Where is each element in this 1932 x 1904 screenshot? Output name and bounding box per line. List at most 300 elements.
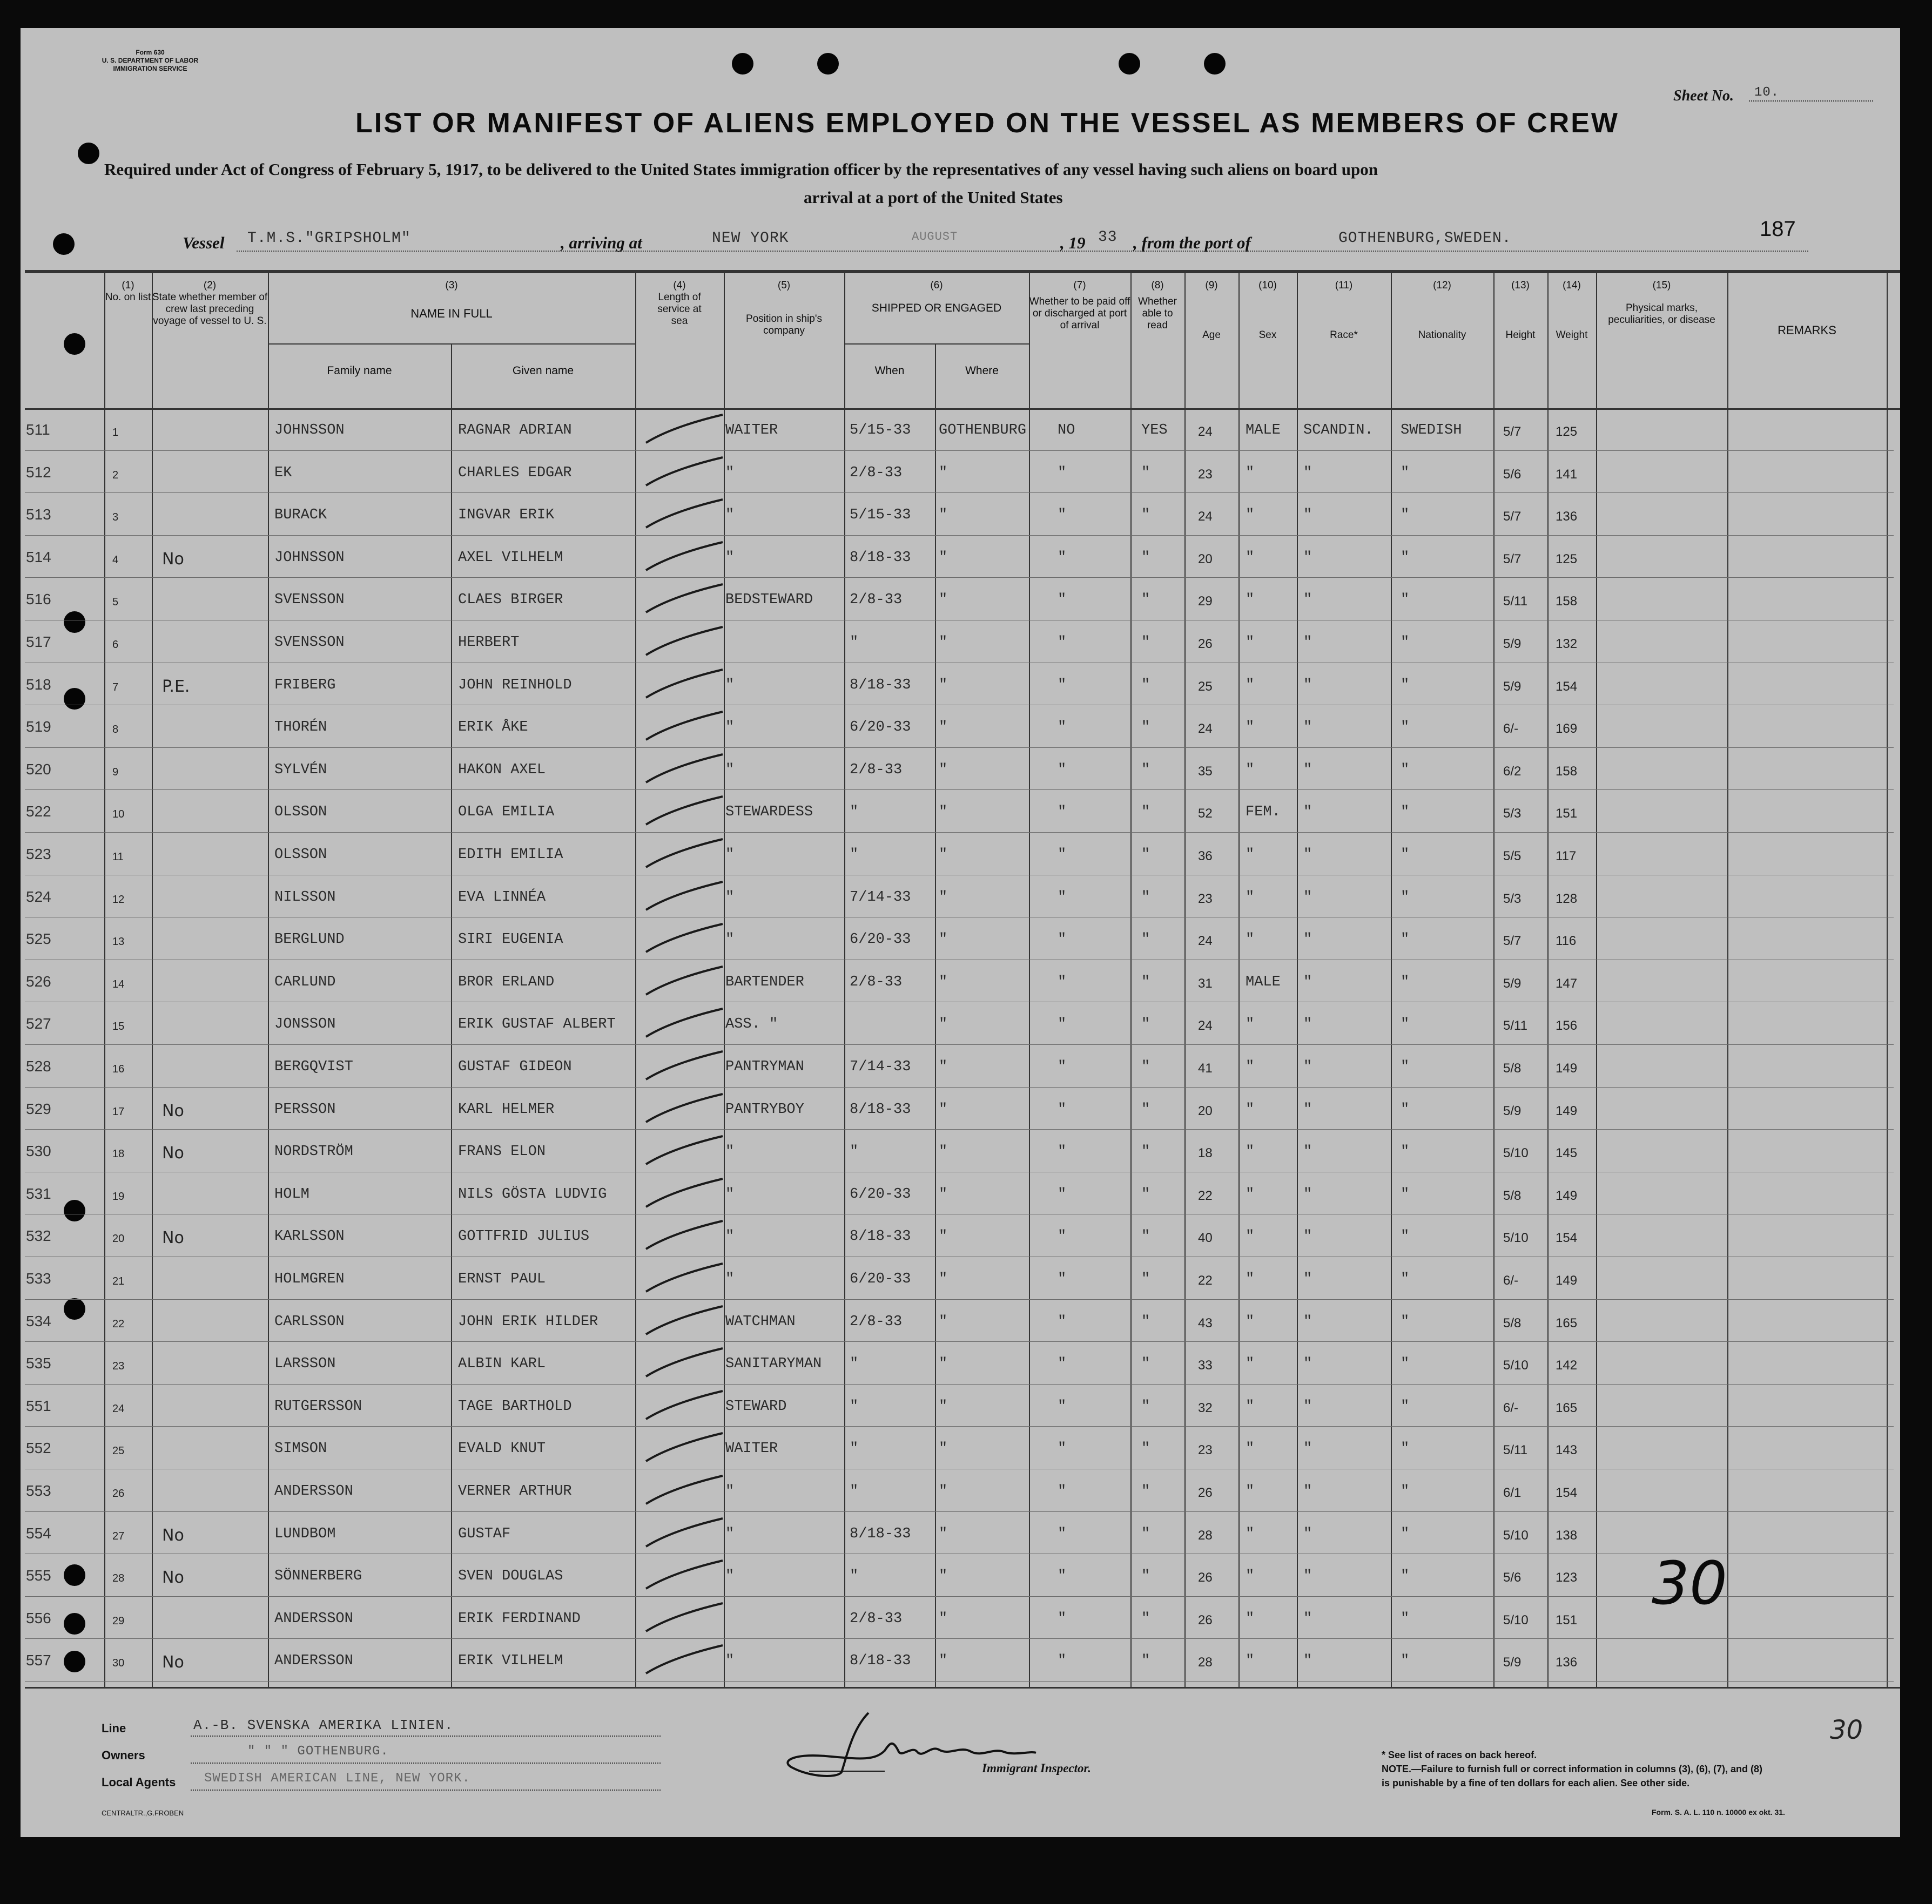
col12-number: (12) <box>1433 280 1451 291</box>
weight: 142 <box>1556 1358 1578 1373</box>
col4-header <box>635 280 724 327</box>
family-name: SÖNNERBERG <box>274 1568 362 1585</box>
sex: " <box>1246 1059 1255 1075</box>
row-number: 19 <box>112 1190 125 1203</box>
weight: 149 <box>1556 1188 1578 1203</box>
service-check-mark <box>642 1004 728 1042</box>
position: " <box>725 507 735 524</box>
nationality: " <box>1401 1313 1410 1330</box>
paid-off: " <box>1058 1228 1067 1245</box>
service-check-mark <box>642 1344 728 1382</box>
sex: " <box>1246 1356 1255 1373</box>
shipped-when: 2/8-33 <box>850 1610 903 1627</box>
service-check-mark <box>642 1217 728 1254</box>
age: 31 <box>1198 976 1213 991</box>
shipped-subheader-rule <box>844 343 1029 345</box>
shipped-when: 8/18-33 <box>850 677 911 693</box>
col11-title: Race* <box>1330 329 1358 341</box>
paid-off: " <box>1058 1441 1067 1457</box>
height: 5/11 <box>1503 1443 1527 1458</box>
height: 5/3 <box>1503 806 1522 821</box>
sex: " <box>1246 634 1255 651</box>
list-number: 551 <box>26 1397 51 1414</box>
table-row <box>21 1469 1900 1512</box>
height: 6/- <box>1503 721 1519 737</box>
col13-number: (13) <box>1511 280 1530 291</box>
table-row <box>21 408 1900 451</box>
position: " <box>725 1568 735 1585</box>
punch-hole <box>1204 53 1226 75</box>
shipped-when: " <box>850 634 859 651</box>
shipped-where: " <box>939 847 948 863</box>
shipped-where: " <box>939 889 948 906</box>
shipped-where: " <box>939 761 948 778</box>
shipped-when: " <box>850 1568 859 1585</box>
service-check-mark <box>642 665 728 703</box>
able-to-read: " <box>1141 1228 1150 1245</box>
able-to-read: " <box>1141 1313 1150 1330</box>
age: 26 <box>1198 1486 1213 1500</box>
paid-off: " <box>1058 634 1067 651</box>
able-to-read: " <box>1141 1610 1150 1627</box>
given-name: SVEN DOUGLAS <box>458 1568 563 1585</box>
col6-title: SHIPPED OR ENGAGED <box>871 302 1002 314</box>
paid-off: " <box>1058 889 1067 906</box>
row-number: 2 <box>112 469 119 481</box>
printer-credit: CENTRALTR.,G.FROBEN <box>102 1809 184 1817</box>
family-name: SVENSSON <box>274 634 345 651</box>
service-check-mark <box>642 1047 728 1085</box>
height: 6/1 <box>1503 1486 1522 1500</box>
agents-label: Local Agents <box>102 1775 176 1789</box>
sex: " <box>1246 549 1255 566</box>
weight: 158 <box>1556 594 1578 609</box>
age: 28 <box>1198 1528 1213 1543</box>
shipped-where: " <box>939 1228 948 1245</box>
position: BARTENDER <box>725 974 804 990</box>
row-number: 21 <box>112 1275 125 1287</box>
nationality: " <box>1401 847 1410 863</box>
able-to-read: " <box>1141 931 1150 948</box>
race: " <box>1303 677 1312 693</box>
nationality: " <box>1401 507 1410 524</box>
col14-title: Weight <box>1556 329 1588 341</box>
sex: " <box>1246 1441 1255 1457</box>
vessel-label: Vessel <box>183 233 225 252</box>
row-number: 17 <box>112 1105 125 1118</box>
list-number: 520 <box>26 760 51 778</box>
given-name: ERIK ÅKE <box>458 719 528 736</box>
shipped-when: 6/20-33 <box>850 719 911 736</box>
paid-off: " <box>1058 1398 1067 1415</box>
family-name: BERGQVIST <box>274 1059 353 1075</box>
nationality: " <box>1401 1144 1410 1160</box>
list-number: 514 <box>26 548 51 565</box>
weight: 165 <box>1556 1315 1578 1331</box>
given-name: CHARLES EDGAR <box>458 464 572 481</box>
service-check-mark <box>642 792 728 830</box>
able-to-read: " <box>1141 1101 1150 1118</box>
paid-off: " <box>1058 804 1067 821</box>
family-name-header: Family name <box>327 364 392 377</box>
paid-off: " <box>1058 1101 1067 1118</box>
family-name: ANDERSSON <box>274 1610 353 1627</box>
nationality: " <box>1401 464 1410 481</box>
nationality: " <box>1401 1483 1410 1500</box>
department: U. S. DEPARTMENT OF LABOR <box>102 57 199 64</box>
col10-number: (10) <box>1258 280 1277 291</box>
list-number: 528 <box>26 1058 51 1075</box>
race: " <box>1303 634 1312 651</box>
service-check-mark <box>642 1641 728 1679</box>
able-to-read: " <box>1141 1059 1150 1075</box>
col9-number: (9) <box>1205 280 1218 291</box>
race: " <box>1303 1610 1312 1627</box>
paid-off: " <box>1058 761 1067 778</box>
col3-title: NAME IN FULL <box>410 307 493 320</box>
sex: " <box>1246 464 1255 481</box>
punch-hole <box>78 143 99 164</box>
list-number: 519 <box>26 718 51 735</box>
table-row <box>21 790 1900 833</box>
able-to-read: " <box>1141 677 1150 693</box>
shipped-where: " <box>939 1186 948 1203</box>
given-name: ERIK FERDINAND <box>458 1610 581 1627</box>
able-to-read: " <box>1141 1653 1150 1670</box>
paid-off: " <box>1058 507 1067 524</box>
given-name: SIRI EUGENIA <box>458 931 563 948</box>
age: 25 <box>1198 679 1213 694</box>
row-number: 20 <box>112 1233 125 1245</box>
race: " <box>1303 464 1312 481</box>
given-name: NILS GÖSTA LUDVIG <box>458 1186 607 1203</box>
height: 6/- <box>1503 1273 1519 1288</box>
col15-header <box>1596 280 1727 326</box>
family-name: KARLSSON <box>274 1228 345 1245</box>
weight: 132 <box>1556 637 1578 651</box>
able-to-read: " <box>1141 889 1150 906</box>
row-number: 15 <box>112 1021 125 1033</box>
sex: " <box>1246 847 1255 863</box>
race: " <box>1303 761 1312 778</box>
col7-header <box>1029 280 1130 332</box>
col11-number: (11) <box>1335 280 1353 291</box>
list-number: 526 <box>26 973 51 990</box>
table-row <box>21 1257 1900 1300</box>
race: " <box>1303 1653 1312 1670</box>
table-row <box>21 620 1900 663</box>
col13-title: Height <box>1505 329 1536 341</box>
line-label: Line <box>102 1721 126 1735</box>
age: 24 <box>1198 721 1213 737</box>
list-number: 511 <box>26 421 50 438</box>
owners-rule <box>191 1763 661 1764</box>
weight: 138 <box>1556 1528 1578 1543</box>
shipped-when: " <box>850 847 859 863</box>
nationality: " <box>1401 719 1410 736</box>
nationality: " <box>1401 974 1410 990</box>
paid-off: " <box>1058 847 1067 863</box>
table-row <box>21 1512 1900 1555</box>
sex: " <box>1246 931 1255 948</box>
sex: FEM. <box>1246 804 1281 821</box>
paid-off: " <box>1058 1525 1067 1542</box>
paid-off: " <box>1058 1356 1067 1373</box>
age: 26 <box>1198 637 1213 651</box>
able-to-read: " <box>1141 592 1150 609</box>
shipped-when: 5/15-33 <box>850 422 911 438</box>
age: 41 <box>1198 1061 1213 1076</box>
col1-number: (1) <box>122 280 134 291</box>
family-name: HOLMGREN <box>274 1271 345 1287</box>
weight: 116 <box>1556 934 1577 949</box>
position: " <box>725 549 735 566</box>
nationality: " <box>1401 592 1410 609</box>
col4-title: Length of service at sea <box>657 292 702 327</box>
shipped-when: 8/18-33 <box>850 1101 911 1118</box>
weight: 149 <box>1556 1273 1578 1288</box>
shipped-where: " <box>939 592 948 609</box>
paid-off: " <box>1058 974 1067 990</box>
shipped-when: " <box>850 1483 859 1500</box>
shipped-when: 6/20-33 <box>850 931 911 948</box>
given-name: AXEL VILHELM <box>458 549 563 566</box>
shipped-when: " <box>850 1356 859 1373</box>
owners-label: Owners <box>102 1748 145 1762</box>
position: WAITER <box>725 422 778 438</box>
family-name: PERSSON <box>274 1101 336 1118</box>
weight: 145 <box>1556 1146 1578 1161</box>
family-name: CARLUND <box>274 974 336 990</box>
nationality: " <box>1401 1016 1410 1033</box>
height: 5/6 <box>1503 467 1522 482</box>
sex: " <box>1246 1228 1255 1245</box>
shipped-where: " <box>939 1525 948 1542</box>
family-name: SIMSON <box>274 1441 327 1457</box>
given-name: VERNER ARTHUR <box>458 1483 572 1500</box>
shipped-when: 8/18-33 <box>850 1228 911 1245</box>
family-name: EK <box>274 464 292 481</box>
given-name: ERIK GUSTAF ALBERT <box>458 1016 616 1033</box>
family-name: JONSSON <box>274 1016 336 1033</box>
age: 20 <box>1198 1103 1213 1118</box>
nationality: " <box>1401 1228 1410 1245</box>
family-name: HOLM <box>274 1186 309 1203</box>
table-row <box>21 960 1900 1003</box>
sex: " <box>1246 677 1255 693</box>
service-check-mark <box>642 707 728 745</box>
shipped-where: " <box>939 1568 948 1585</box>
col7-title: Whether to be paid off or discharged at port of arrival <box>1029 296 1130 331</box>
service-check-mark <box>642 1174 728 1212</box>
given-name: EDITH EMILIA <box>458 847 563 863</box>
col1-title: No. on list <box>105 292 151 303</box>
sex: " <box>1246 1186 1255 1203</box>
row-number: 7 <box>112 681 119 693</box>
height: 5/7 <box>1503 509 1522 524</box>
nationality: " <box>1401 1101 1410 1118</box>
row-rule <box>25 1681 1894 1682</box>
row-number: 22 <box>112 1318 125 1330</box>
punch-hole <box>1119 53 1140 75</box>
weight: 143 <box>1556 1443 1578 1458</box>
sex: " <box>1246 507 1255 524</box>
previous-voyage: P.E. <box>162 677 190 696</box>
shipped-where: " <box>939 549 948 566</box>
age: 20 <box>1198 551 1213 566</box>
given-name: ERIK VILHELM <box>458 1653 563 1670</box>
col6-number: (6) <box>930 280 943 291</box>
list-number: 556 <box>26 1609 51 1626</box>
shipped-when: 6/20-33 <box>850 1271 911 1287</box>
weight: 125 <box>1556 551 1578 566</box>
paid-off: " <box>1058 677 1067 693</box>
age: 23 <box>1198 1443 1213 1458</box>
height: 5/7 <box>1503 551 1522 566</box>
given-name: CLAES BIRGER <box>458 592 563 609</box>
table-row <box>21 1427 1900 1469</box>
age: 24 <box>1198 424 1213 439</box>
when-header: When <box>874 364 905 377</box>
shipped-where: " <box>939 1398 948 1415</box>
height: 5/7 <box>1503 424 1522 439</box>
col9-header <box>1184 280 1238 341</box>
race: " <box>1303 1483 1312 1500</box>
nationality: " <box>1401 761 1410 778</box>
shipped-when: 6/20-33 <box>850 1186 911 1203</box>
height: 5/6 <box>1503 1570 1522 1585</box>
paid-off: " <box>1058 592 1067 609</box>
col2-title: State whether member of crew last preceding voyage of vessel to U. S. <box>152 292 268 327</box>
col14-header <box>1547 280 1596 341</box>
agents-value: SWEDISH AMERICAN LINE, NEW YORK. <box>204 1771 470 1786</box>
from-port-label: , from the port of <box>1133 233 1251 252</box>
nationality: " <box>1401 804 1410 821</box>
paid-off: " <box>1058 1568 1067 1585</box>
col2-header <box>152 280 268 327</box>
given-name: ERNST PAUL <box>458 1271 546 1287</box>
height: 6/- <box>1503 1400 1519 1415</box>
age: 52 <box>1198 806 1213 821</box>
shipped-when: 7/14-33 <box>850 1059 911 1075</box>
shipped-where: " <box>939 1483 948 1500</box>
list-number: 518 <box>26 676 51 693</box>
col8-title: Whether able to read <box>1138 296 1177 331</box>
height: 5/8 <box>1503 1315 1522 1331</box>
race: " <box>1303 1101 1312 1118</box>
position: PANTRYBOY <box>725 1101 804 1118</box>
race: " <box>1303 1356 1312 1373</box>
previous-voyage: No <box>162 1525 184 1545</box>
list-number: 534 <box>26 1312 51 1329</box>
shipped-when: " <box>850 1144 859 1160</box>
col12-title: Nationality <box>1418 329 1466 341</box>
col12-header <box>1391 280 1493 341</box>
service-check-mark <box>642 580 728 618</box>
given-name: EVALD KNUT <box>458 1441 546 1457</box>
age: 24 <box>1198 1018 1213 1034</box>
able-to-read: " <box>1141 1525 1150 1542</box>
shipped-when: " <box>850 1441 859 1457</box>
race: " <box>1303 1016 1312 1033</box>
form-code: Form. S. A. L. 110 n. 10000 ex okt. 31. <box>1652 1808 1785 1817</box>
weight: 136 <box>1556 1655 1578 1670</box>
col14-number: (14) <box>1563 280 1581 291</box>
service-check-mark <box>642 1387 728 1424</box>
table-row <box>21 1342 1900 1385</box>
shipped-when: " <box>850 1398 859 1415</box>
list-number: 530 <box>26 1143 51 1160</box>
nationality: " <box>1401 1568 1410 1585</box>
sex: " <box>1246 719 1255 736</box>
race: " <box>1303 549 1312 566</box>
height: 5/10 <box>1503 1612 1529 1628</box>
sex: " <box>1246 1568 1255 1585</box>
shipped-when: " <box>850 804 859 821</box>
position: " <box>725 719 735 736</box>
paid-off: " <box>1058 719 1067 736</box>
row-number: 3 <box>112 511 119 524</box>
race: " <box>1303 1271 1312 1287</box>
race: " <box>1303 1059 1312 1075</box>
list-number: 531 <box>26 1185 51 1202</box>
age: 22 <box>1198 1273 1213 1288</box>
paid-off: " <box>1058 1059 1067 1075</box>
given-name: RAGNAR ADRIAN <box>458 422 572 438</box>
row-number: 14 <box>112 978 125 990</box>
table-row <box>21 1597 1900 1639</box>
weight: 123 <box>1556 1570 1578 1585</box>
age: 29 <box>1198 594 1213 609</box>
year-prefix: , 19 <box>1060 233 1086 252</box>
race: " <box>1303 1186 1312 1203</box>
family-name: OLSSON <box>274 804 327 821</box>
shipped-where: " <box>939 634 948 651</box>
list-number: 527 <box>26 1015 51 1032</box>
col13-header <box>1493 280 1547 341</box>
shipped-where: " <box>939 1653 948 1670</box>
table-row <box>21 748 1900 791</box>
race: " <box>1303 1313 1312 1330</box>
family-name: SYLVÉN <box>274 761 327 778</box>
row-number: 6 <box>112 639 119 651</box>
position: STEWARDESS <box>725 804 813 821</box>
punch-hole <box>732 53 753 75</box>
subtitle-1: Required under Act of Congress of February 5, 1917, to be delivered to the United States immigration officer by the representatives of any vessel having such aliens on board upon <box>104 160 1378 179</box>
table-row <box>21 917 1900 960</box>
nationality: " <box>1401 1186 1410 1203</box>
position: PANTRYMAN <box>725 1059 804 1075</box>
height: 5/10 <box>1503 1231 1529 1246</box>
previous-voyage: No <box>162 1101 184 1120</box>
height: 5/5 <box>1503 849 1522 863</box>
service-check-mark <box>642 877 728 915</box>
owners-value: " " " GOTHENBURG. <box>247 1744 389 1759</box>
position: " <box>725 677 735 693</box>
race: " <box>1303 1568 1312 1585</box>
family-name: THORÉN <box>274 719 327 736</box>
family-name: CARLSSON <box>274 1313 345 1330</box>
position: SANITARYMAN <box>725 1356 822 1373</box>
table-row <box>21 1300 1900 1342</box>
weight: 141 <box>1556 467 1578 482</box>
sheet-label: Sheet No. <box>1673 87 1734 104</box>
family-name: LUNDBOM <box>274 1525 336 1542</box>
position: " <box>725 1186 735 1203</box>
list-number: 517 <box>26 633 51 650</box>
list-number: 529 <box>26 1100 51 1117</box>
able-to-read: " <box>1141 974 1150 990</box>
